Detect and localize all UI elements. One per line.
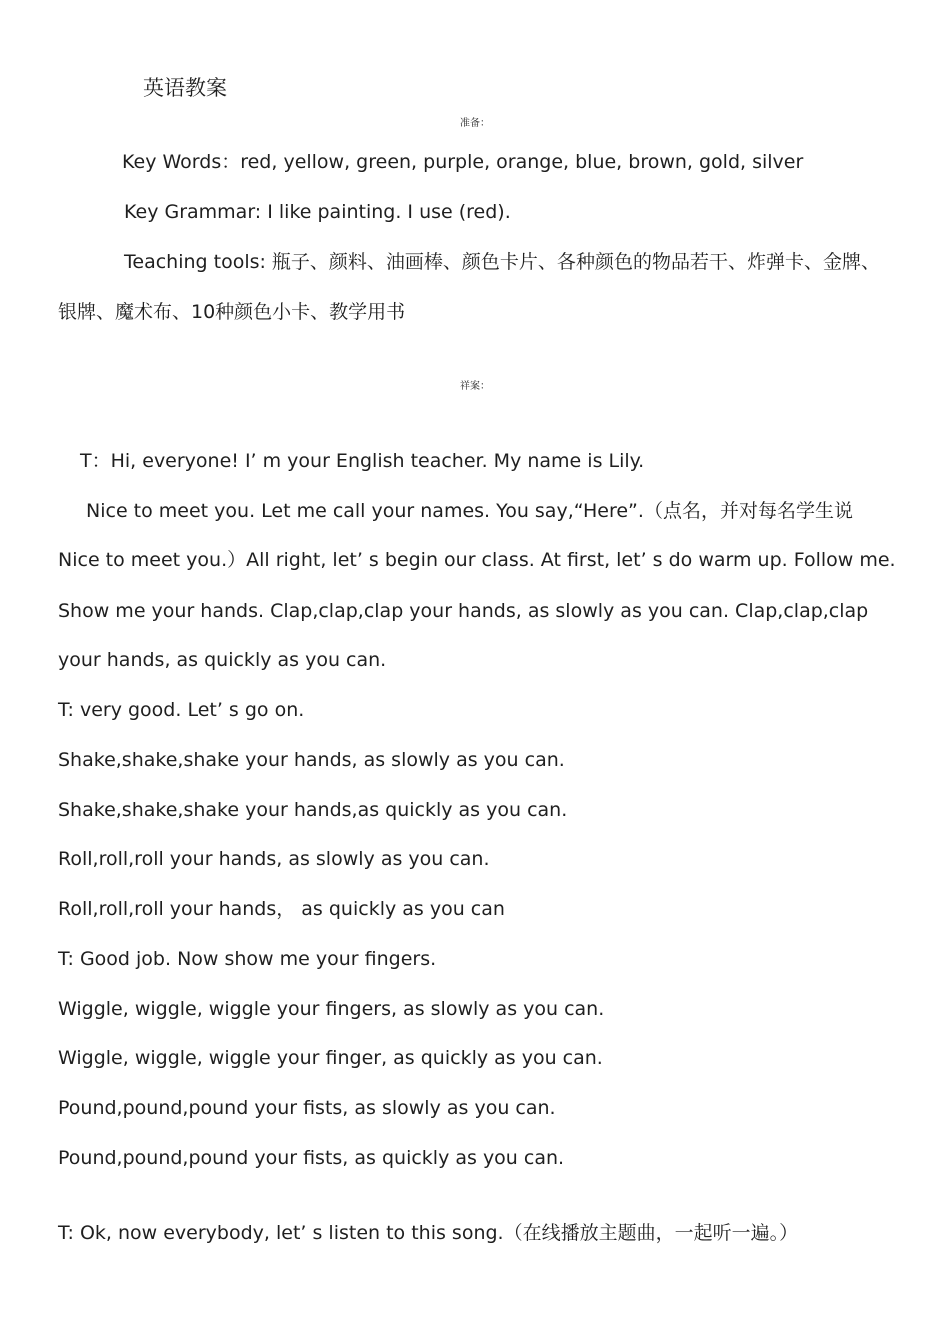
dialogue-line: Show me your hands. Clap,clap,clap your hands, as slowly as you can. Clap,clap,clap: [58, 600, 869, 622]
dialogue-line: Roll,roll,roll your hands， as quickly as you can: [58, 898, 505, 920]
dialogue-line: Pound,pound,pound your fists, as slowly as you can.: [58, 1097, 556, 1119]
dialogue-line: Wiggle, wiggle, wiggle your fingers, as slowly as you can.: [58, 998, 605, 1020]
dialogue-line: Shake,shake,shake your hands,as quickly as you can.: [58, 799, 568, 821]
teaching-tools-line: Teaching tools: 瓶子、颜料、油画棒、颜色卡片、各种颜色的物品若干、炸弹卡、金牌、: [124, 251, 880, 273]
dialogue-line: Nice to meet you.）All right, let’ s begin our class. At first, let’ s do warm up. Follow me.: [58, 549, 896, 571]
key-grammar-line: Key Grammar: I like painting. I use (red).: [124, 201, 511, 223]
key-words-line: Key Words：red, yellow, green, purple, orange, blue, brown, gold, silver: [122, 151, 804, 173]
teaching-tools-continuation: 银牌、魔术布、10种颜色小卡、教学用书: [58, 301, 406, 323]
dialogue-line: Pound,pound,pound your fists, as quickly as you can.: [58, 1147, 565, 1169]
dialogue-line: your hands, as quickly as you can.: [58, 649, 387, 671]
preparation-heading: 准备：: [460, 118, 490, 129]
dialogue-line: Shake,shake,shake your hands, as slowly as you can.: [58, 749, 565, 771]
dialogue-line: Roll,roll,roll your hands, as slowly as you can.: [58, 848, 490, 870]
dialogue-line: T: Ok, now everybody, let’ s listen to this song.（在线播放主题曲，一起听一遍。）: [58, 1222, 799, 1244]
dialogue-line: T: very good. Let’ s go on.: [58, 699, 305, 721]
lesson-plan-heading: 祥案：: [460, 381, 490, 392]
dialogue-line: Nice to meet you. Let me call your names. You say,“Here”.（点名，并对每名学生说: [86, 500, 853, 522]
dialogue-line: T: Good job. Now show me your fingers.: [58, 948, 437, 970]
dialogue-line: T：Hi, everyone! I’ m your English teacher. My name is Lily.: [80, 450, 645, 472]
dialogue-line: Wiggle, wiggle, wiggle your finger, as quickly as you can.: [58, 1047, 603, 1069]
document-title: 英语教案: [143, 76, 227, 100]
